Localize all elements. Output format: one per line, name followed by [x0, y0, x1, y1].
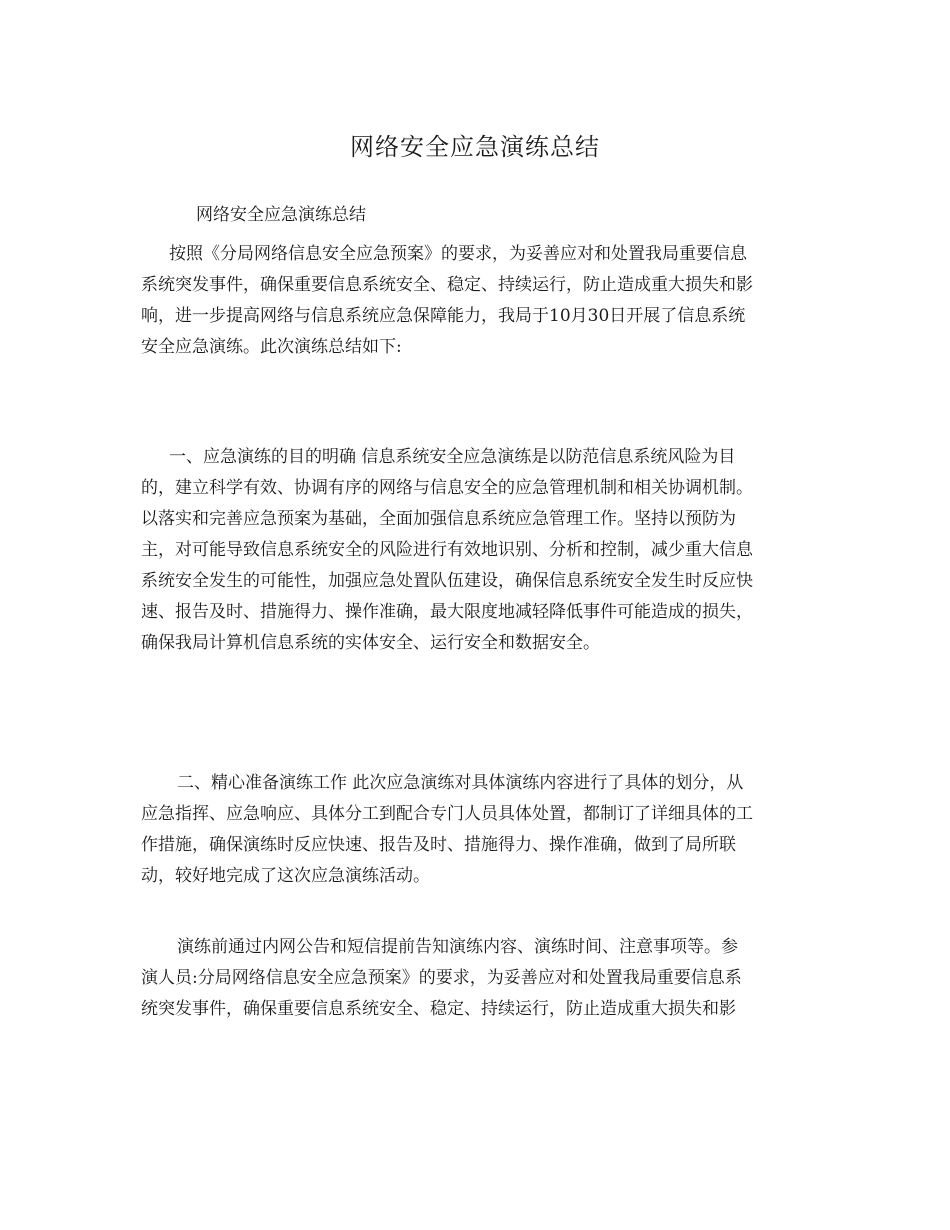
- paragraph-line: 按照《分局网络信息安全应急预案》的要求，为妥善应对和处置我局重要信息: [169, 244, 747, 264]
- paragraph-line: 演人员:分局网络信息安全应急预案》的要求，为妥善应对和处置我局重要信息系: [141, 968, 742, 988]
- paragraph-line: 作措施，确保演练时反应快速、报告及时、措施得力、操作准确，做到了局所联: [141, 835, 736, 855]
- paragraph-line: 以落实和完善应急预案为基础，全面加强信息系统应急管理工作。坚持以预防为: [141, 509, 736, 529]
- paragraph-line: 主，对可能导致信息系统安全的风险进行有效地识别、分析和控制，减少重大信息: [141, 540, 753, 560]
- paragraph-preparation: [141, 932, 821, 1025]
- paragraph-line: 安全应急演练。此次演练总结如下:: [141, 337, 402, 357]
- paragraph-line: 应急指挥、应急响应、具体分工到配合专门人员具体处置，都制订了详细具体的工: [141, 804, 753, 824]
- paragraph-line: 统突发事件，确保重要信息系统安全、稳定、持续运行，防止造成重大损失和影: [141, 999, 736, 1019]
- paragraph-line: 二、精心准备演练工作 此次应急演练对具体演练内容进行了具体的划分，从: [177, 773, 744, 793]
- paragraph-line: 演练前通过内网公告和短信提前告知演练内容、演练时间、注意事项等。参: [177, 937, 738, 957]
- paragraph-line: 系统突发事件，确保重要信息系统安全、稳定、持续运行，防止造成重大损失和影: [141, 275, 753, 295]
- document-title: 网络安全应急演练总结: [350, 133, 600, 161]
- paragraph-intro: [141, 239, 821, 363]
- paragraph-line: 响，进一步提高网络与信息系统应急保障能力，我局于10月30日开展了信息系统: [141, 306, 746, 326]
- paragraph-line: 速、报告及时、措施得力、操作准确，最大限度地减轻降低事件可能造成的损失，: [141, 602, 753, 622]
- paragraph-line: 动，较好地完成了这次应急演练活动。: [141, 866, 430, 886]
- document-subtitle: 网络安全应急演练总结: [196, 205, 366, 225]
- paragraph-line: 一、应急演练的目的明确 信息系统安全应急演练是以防范信息系统风险为目: [169, 447, 736, 467]
- paragraph-line: 系统安全发生的可能性，加强应急处置队伍建设，确保信息系统安全发生时反应快: [141, 571, 753, 591]
- paragraph-line: 确保我局计算机信息系统的实体安全、运行安全和数据安全。: [141, 633, 600, 653]
- paragraph-section-1: [141, 442, 821, 659]
- paragraph-section-2: [141, 768, 821, 892]
- paragraph-line: 的，建立科学有效、协调有序的网络与信息安全的应急管理机制和相关协调机制。: [141, 478, 753, 498]
